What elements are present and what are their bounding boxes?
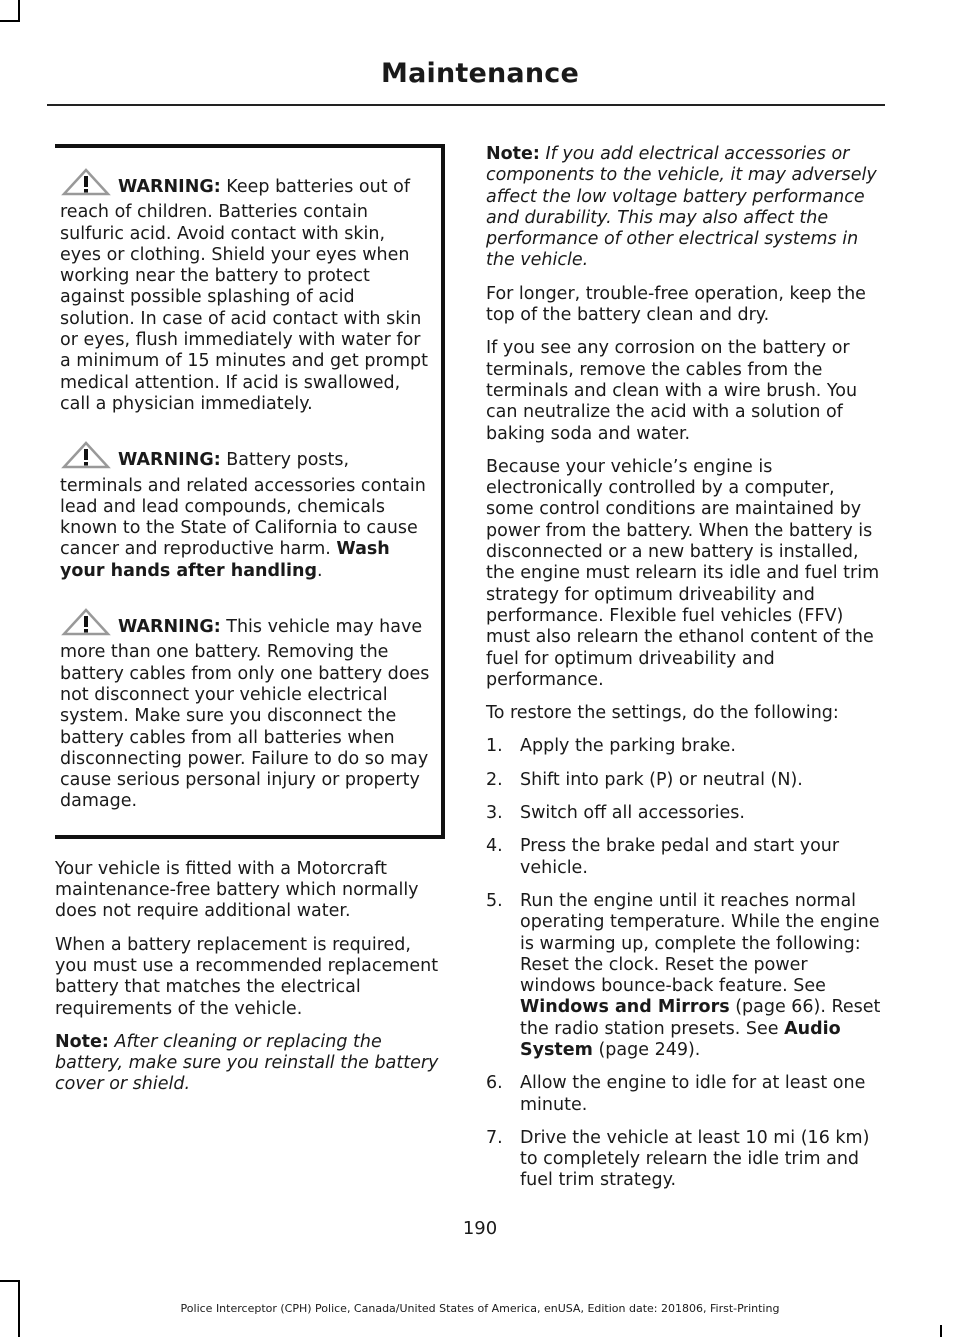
right-column [486,144,882,1204]
step-number: 7. [486,1127,503,1148]
windows-and-mirrors-link[interactable]: Windows and Mirrors [520,997,730,1018]
step-number: 4. [486,836,503,857]
warning-label: WARNING: [118,450,221,471]
paragraph: For longer, trouble-free operation, keep the top of the battery clean and dry. [486,283,866,326]
warning-emphasis: Wash your hands after handling [60,539,390,581]
crop-mark [18,0,20,22]
step-text: Shift into park (P) or neutral (N). [520,769,803,790]
step-number: 2. [486,769,503,790]
warning-text: Keep batteries out of reach of children. Batteries contain sulfuric acid. Avoid contact with skin, eyes or clothing. Shield your eyes when working near the battery to protect against possible splashing of acid solution. In case of acid contact with skin or eyes, flush immediately with water for a minimum of 15 minutes and get prompt medical attention. If acid is swallowed, call a physician immediately. [60,177,428,414]
step-text: Drive the vehicle at least 10 mi (16 km) to completely relearn the idle trim and fuel trim strategy. [520,1127,870,1191]
paragraph: To restore the settings, do the following: [486,703,839,724]
note-label: Note: [486,144,540,164]
paragraph: Because your vehicle’s engine is electronically controlled by a computer, some control conditions are maintained by power from the battery. When the battery is disconnected or a new battery is installed, the engine must relearn its idle and fuel trim strategy for optimum driveability and performance. Flexible fuel vehicles (FFV) must also relearn the ethanol content of the fuel for optimum driveability and performance. [486,456,880,690]
step-text: Run the engine until it reaches normal operating temperature. While the engine is warming up, complete the following: Reset the clock. Reset the power windows bounce-back feature. See [520,890,880,997]
warning-triangle-icon [60,168,112,202]
list-item [486,836,882,879]
crop-mark [940,1325,942,1337]
crop-mark [0,1280,20,1282]
warning-triangle-icon [60,608,112,642]
warning-label: WARNING: [118,177,221,197]
note [486,144,882,272]
list-item [486,803,882,824]
warning-label: WARNING: [118,617,221,638]
list-item [486,1128,882,1192]
page-title: Maintenance [381,58,579,89]
warning-3 [60,608,431,813]
warning-text: This vehicle may have more than one battery. Removing the battery cables from only one battery does not disconnect your vehicle electrical system. Make sure you disconnect the battery cables from all batteries when disconnecting power. Failure to do so may cause serious personal injury or property damage. [60,617,430,812]
footer-text: Police Interceptor (CPH) Police, Canada/United States of America, enUSA, Edition date: 201806, First-Printing [180,1302,780,1315]
note-label: Note: [55,1031,109,1052]
step-number: 5. [486,890,503,911]
list-item [486,736,882,757]
step-number: 6. [486,1073,503,1094]
list-item [486,891,882,1061]
step-text: (page 249). [592,1039,701,1060]
paragraph: When a battery replacement is required, you must use a recommended replacement battery that matches the electrical requirements of the vehicle. [55,934,439,1019]
steps-list [486,736,882,1191]
warning-text: Battery posts, terminals and related accessories contain lead and lead compounds, chemicals known to the State of California to cause cancer and reproductive harm. [60,450,426,560]
paragraph: Your vehicle is fitted with a Motorcraft maintenance-free battery which normally does not require additional water. [55,858,419,922]
note [55,1032,447,1096]
warning-box [55,144,445,839]
header-divider [47,104,885,106]
warning-1 [60,168,431,415]
paragraph: If you see any corrosion on the battery or terminals, remove the cables from the terminals and clean with a wire brush. You can neutralize the acid with a solution of baking soda and water. [486,338,858,444]
warning-2 [60,441,431,582]
step-text: Allow the engine to idle for at least one minute. [520,1073,866,1115]
step-text: Apply the parking brake. [520,736,736,757]
step-text: Press the brake pedal and start your vehicle. [520,836,840,878]
crop-mark [0,20,20,22]
note-text: If you add electrical accessories or components to the vehicle, it may adversely affect the low voltage battery performance and durability. This may also affect the performance of other electrical systems in the vehicle. [486,144,877,271]
list-item [486,1073,882,1116]
list-item [486,770,882,791]
note-text: After cleaning or replacing the battery, make sure you reinstall the battery cover or shield. [55,1031,439,1095]
left-column [55,144,447,1108]
warning-triangle-icon [60,441,112,475]
page-number: 190 [462,1218,498,1239]
step-number: 3. [486,803,503,824]
step-text: Switch off all accessories. [520,803,745,824]
step-text: (page 66). Reset the radio station presets. See [520,997,881,1039]
step-number: 1. [486,736,503,757]
audio-system-link[interactable]: Audio System [520,1018,841,1060]
warning-tail: . [317,560,323,581]
